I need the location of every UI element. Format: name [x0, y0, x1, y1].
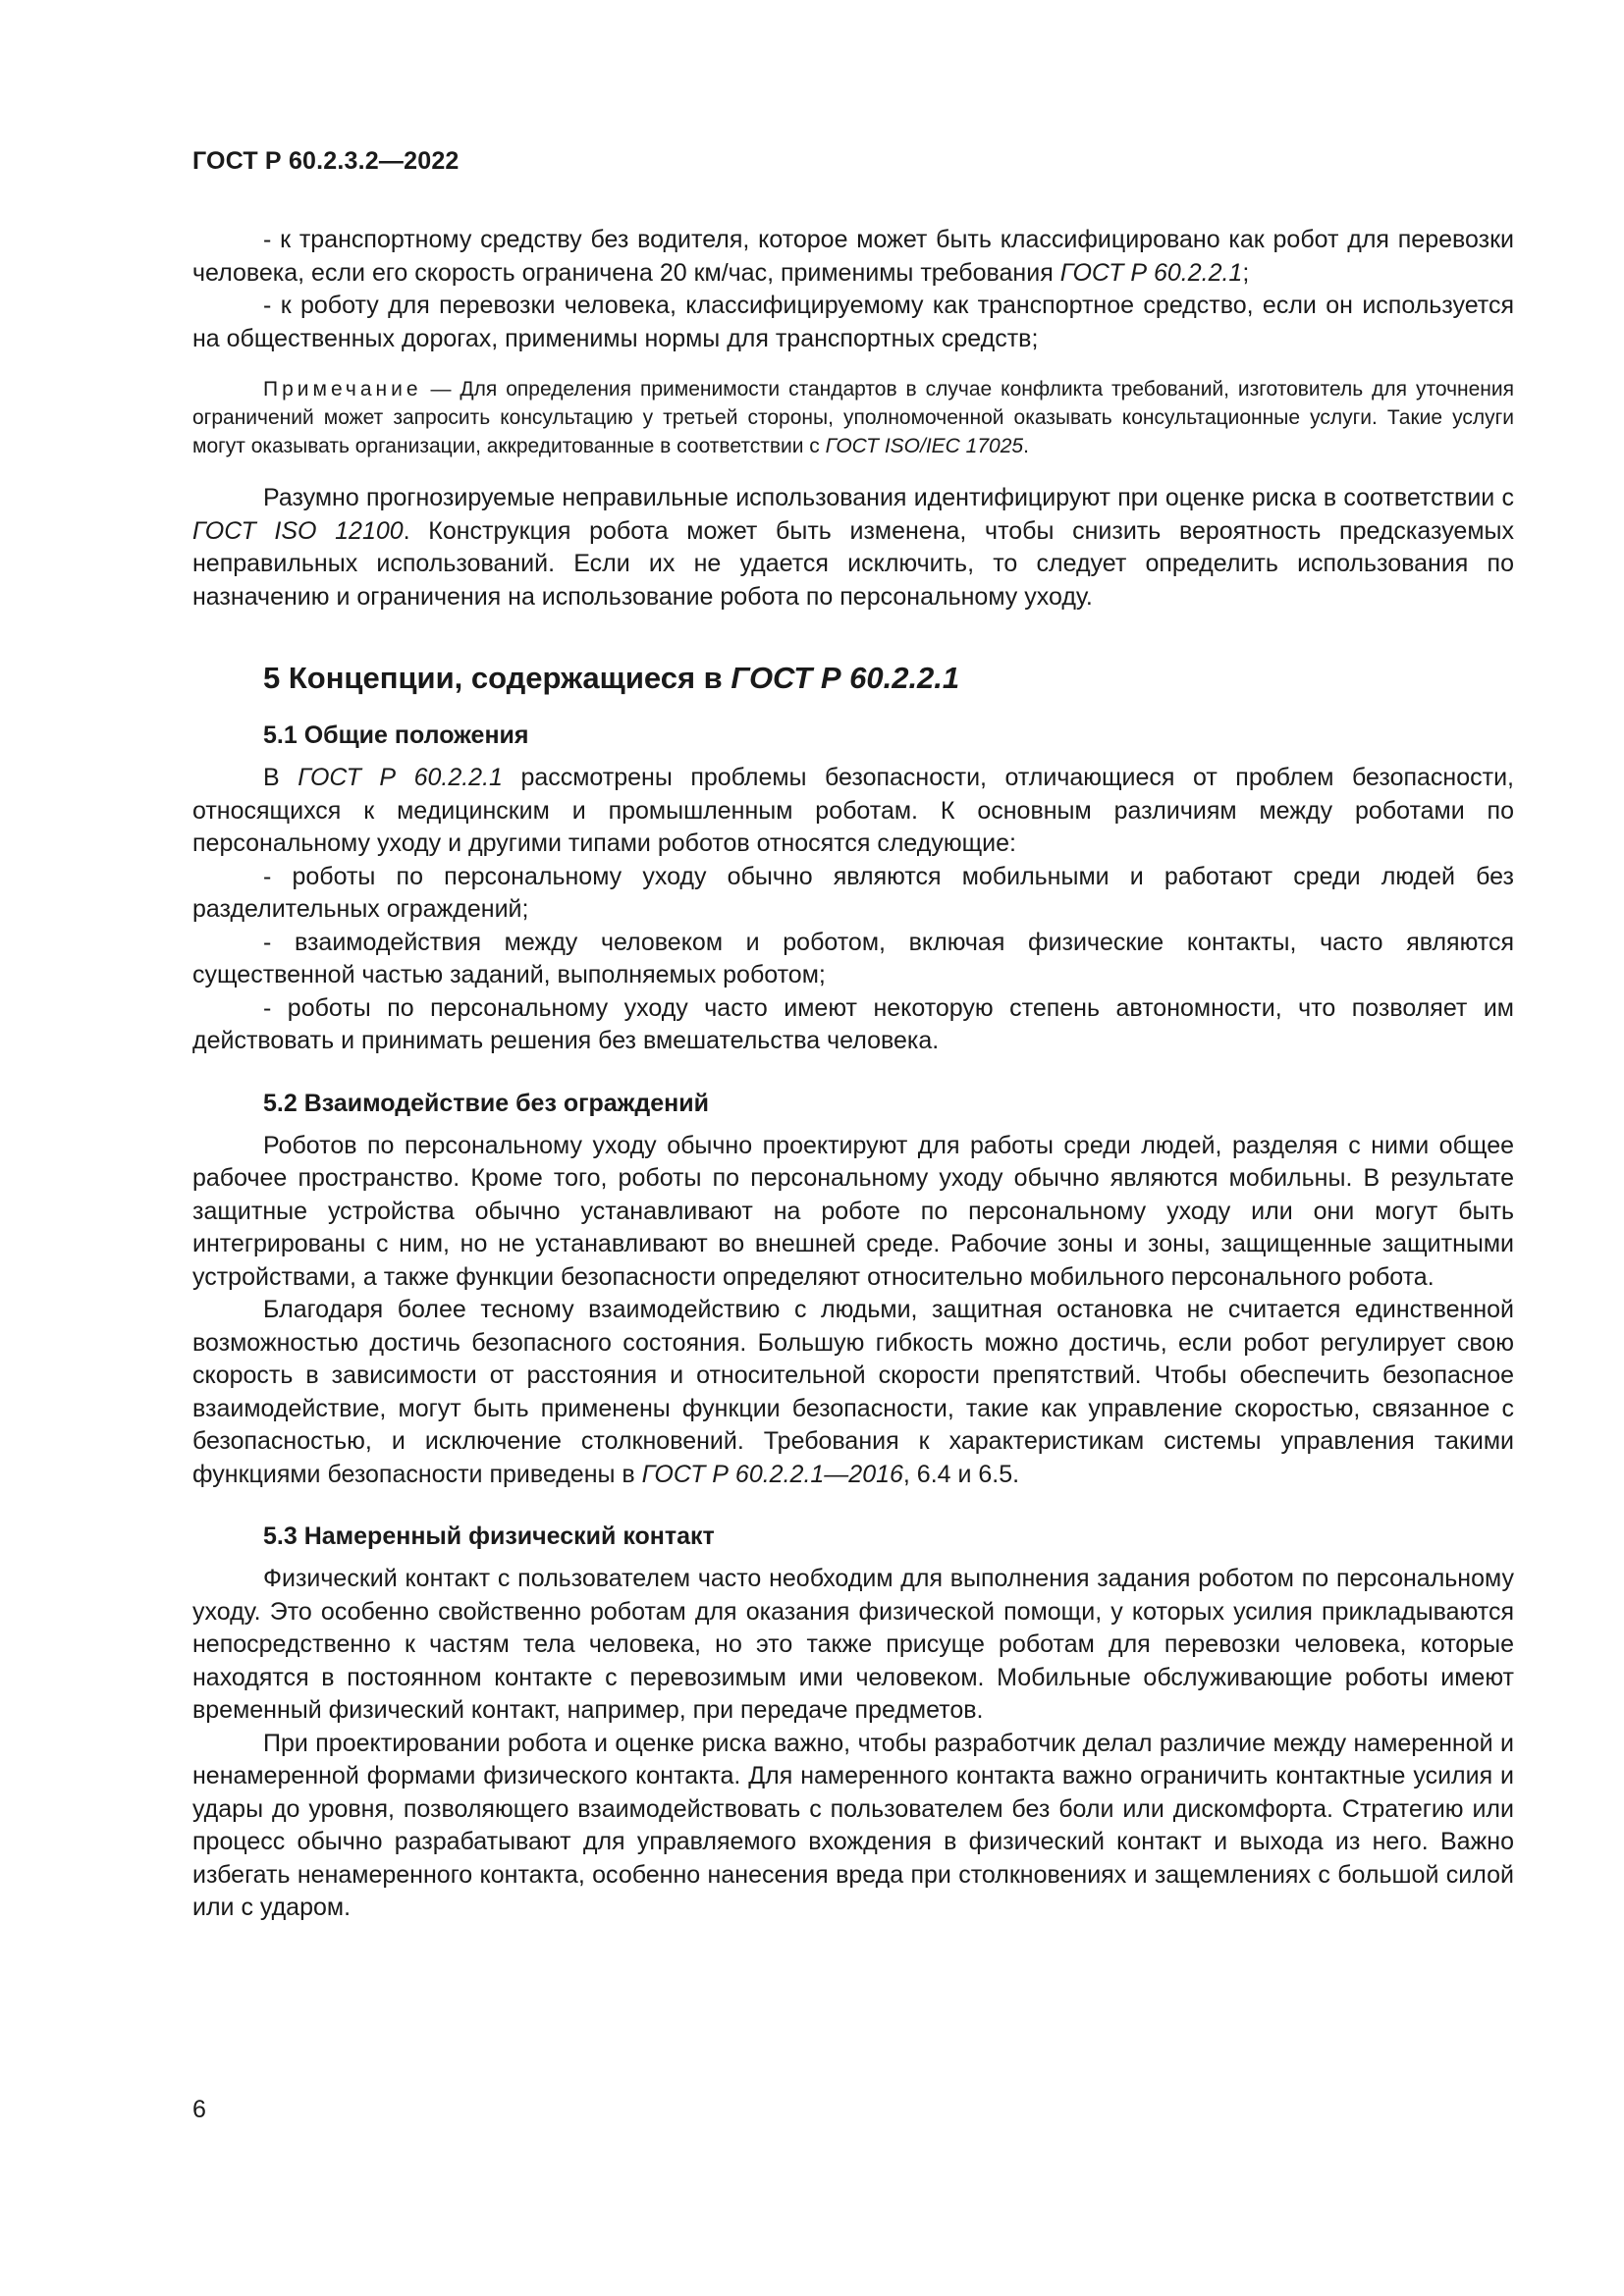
- subsection-heading: 5.2 Взаимодействие без ограждений: [263, 1089, 710, 1117]
- document-header: [192, 147, 460, 176]
- document-id: ГОСТ Р 60.2.3.2—2022: [192, 147, 460, 175]
- paragraph: Благодаря более тесному взаимодействию с людьми, защитная остановка не считается единственной возможностью достичь безопасного состояния. Большую гибкость можно достичь, если робот регулирует свою скорость в зависимости от расстояния и относительной скорости препятствий. Чтобы обеспечить безопасное взаимодействие, могут быть применены функции безопасности, такие как управление скоростью, связанное с безопасностью, и исключение столкновений. Требования к характеристикам системы управления такими функциями безопасности приведены в ГОСТ Р 60.2.2.1—2016, 6.4 и 6.5.: [192, 1296, 1514, 1488]
- list-item: - роботы по персональному уходу обычно являются мобильными и работают среди людей без разделительных ограждений;: [192, 862, 1514, 923]
- list-item: - к транспортному средству без водителя, которое может быть классифицировано как робот для перевозки человека, если его скорость ограничена 20 км/час, применимы требования ГОСТ Р 60.2.2.1;: [192, 226, 1514, 287]
- subsection-heading: 5.1 Общие положения: [263, 721, 529, 749]
- standard-reference: ГОСТ Р 60.2.2.1—2016: [641, 1460, 903, 1488]
- standard-reference: ГОСТ ISO 12100: [192, 516, 404, 545]
- note-label: Примечание: [263, 378, 422, 400]
- list-item: - взаимодействия между человеком и роботом, включая физические контакты, часто являются существенной частью заданий, выполняемых роботом;: [192, 928, 1514, 988]
- paragraph: В ГОСТ Р 60.2.2.1 рассмотрены проблемы безопасности, отличающиеся от проблем безопасности, относящихся к медицинским и промышленным роботам. К основным различиям между роботами по персональному уходу и другими типами роботов относятся следующие:: [192, 764, 1514, 857]
- note: Примечание — Для определения применимости стандартов в случае конфликта требований, изготовитель для уточнения ограничений может запросить консультацию у третьей стороны, уполномоченной оказывать консультационные услуги. Такие услуги могут оказывать организации, аккредитованные в соответствии с ГОСТ ISO/IEC 17025.: [192, 378, 1514, 457]
- page-body: [192, 224, 1514, 1925]
- standard-reference: ГОСТ Р 60.2.2.1: [1059, 258, 1243, 287]
- standard-reference: ГОСТ ISO/IEC 17025: [825, 435, 1024, 457]
- subsection-heading: 5.3 Намеренный физический контакт: [263, 1522, 715, 1550]
- paragraph: Роботов по персональному уходу обычно проектируют для работы среди людей, разделяя с ними общее рабочее пространство. Кроме того, роботы по персональному уходу обычно являются мобильны. В результате защитные устройства обычно устанавливают на роботе по персональному уходу или они могут быть интегрированы с ним, но не устанавливают во внешней среде. Рабочие зоны и зоны, защищенные защитными устройствами, а также функции безопасности определяют относительно мобильного персонального робота.: [192, 1131, 1514, 1291]
- page-number: 6: [192, 2096, 206, 2123]
- standard-reference: ГОСТ Р 60.2.2.1: [298, 764, 503, 791]
- section-heading: 5 Концепции, содержащиеся в ГОСТ Р 60.2.2.1: [263, 661, 960, 695]
- paragraph: При проектировании робота и оценке риска важно, чтобы разработчик делал различие между намеренной и ненамеренной формами физического контакта. Для намеренного контакта важно ограничить контактные усилия и удары до уровня, позволяющего взаимодействовать с пользователем без боли или дискомфорта. Стратегию или процесс обычно разрабатывают для управляемого вхождения в физический контакт и выхода из него. Важно избегать ненамеренного контакта, особенно нанесения вреда при столкновениях и защемлениях с большой силой или с ударом.: [192, 1729, 1514, 1921]
- paragraph: Разумно прогнозируемые неправильные использования идентифицируют при оценке риска в соответствии с ГОСТ ISO 12100. Конструкция робота может быть изменена, чтобы снизить вероятность предсказуемых неправильных использований. Если их не удается исключить, то следует определить использования по назначению и ограничения на использование робота по персональному уходу.: [192, 484, 1514, 611]
- paragraph: Физический контакт с пользователем часто необходим для выполнения задания роботом по персональному уходу. Это особенно свойственно роботам для оказания физической помощи, у которых усилия прикладываются непосредственно к частям тела человека, но это также присуще роботам для перевозки человека, которые находятся в постоянном контакте с перевозимым ими человеком. Мобильные обслуживающие роботы имеют временный физический контакт, например, при передаче предметов.: [192, 1565, 1514, 1724]
- standard-reference: ГОСТ Р 60.2.2.1: [731, 661, 960, 695]
- list-item: - роботы по персональному уходу часто имеют некоторую степень автономности, что позволяет им действовать и принимать решения без вмешательства человека.: [192, 993, 1514, 1054]
- list-item: - к роботу для перевозки человека, классифицируемому как транспортное средство, если он используется на общественных дорогах, применимы нормы для транспортных средств;: [192, 292, 1514, 352]
